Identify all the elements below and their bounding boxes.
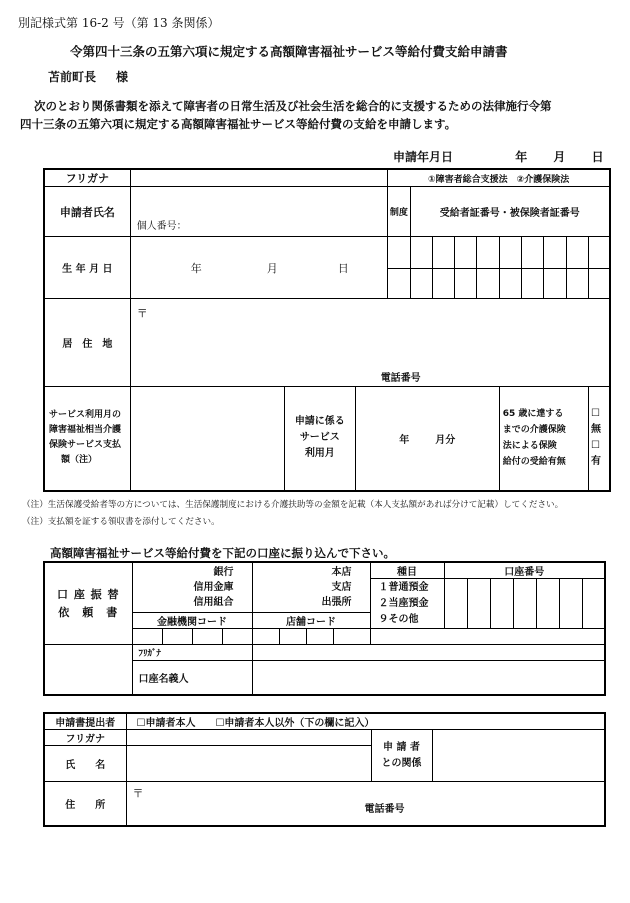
furigana-label: フリガナ xyxy=(44,169,130,187)
submitter-postal-mark: 〒 xyxy=(132,787,144,800)
holder-field[interactable] xyxy=(252,661,605,695)
submitter-options xyxy=(126,713,605,730)
cert-digit-cell[interactable] xyxy=(388,237,410,269)
note-2: （注）支払額を証する領収書を添付してください。 xyxy=(22,517,220,527)
bank-code-label: 金融機関コード xyxy=(132,613,252,629)
service-month-label-line: サービス xyxy=(299,432,340,444)
service-month-field[interactable] xyxy=(355,387,499,491)
bank-code-cell[interactable] xyxy=(162,629,192,645)
branch-code-cell[interactable] xyxy=(333,629,370,645)
addressee xyxy=(48,68,128,85)
service-amount-label-line: 障害福祉相当介護 xyxy=(49,425,122,436)
account-type-option: ９その他 xyxy=(378,613,419,625)
holder-furigana-label: ﾌﾘｶﾞﾅ xyxy=(132,645,252,661)
account-type-label: 種目 xyxy=(370,562,444,579)
cert-digit-cell[interactable] xyxy=(499,269,521,299)
service-amount-label-line: サービス利用月の xyxy=(49,410,122,421)
cert-digit-cell[interactable] xyxy=(410,269,432,299)
bank-code-cell[interactable] xyxy=(132,629,162,645)
service-amount-label-line: 保険サービス支払 xyxy=(49,440,122,451)
applicant-name-label: 申請者氏名 xyxy=(44,187,130,237)
cert-digit-cell[interactable] xyxy=(522,269,544,299)
branch-type: 出張所 xyxy=(321,597,352,608)
system-label: 制度 xyxy=(388,187,410,237)
branch-code-cell[interactable] xyxy=(306,629,333,645)
submitter-furigana-field[interactable] xyxy=(126,730,371,746)
birth-date-field[interactable] xyxy=(130,237,388,299)
submitter-address-field[interactable] xyxy=(126,782,605,826)
branch-code-cell[interactable] xyxy=(252,629,279,645)
submitter-name-label: 氏 名 xyxy=(44,746,126,782)
account-type-option: ２当座預金 xyxy=(378,597,429,609)
bank-section-spacer xyxy=(44,645,132,661)
cert-digit-cell[interactable] xyxy=(410,237,432,269)
bank-type: 信用組合 xyxy=(193,597,234,608)
bank-heading: 高額障害福祉サービス等給付費を下記の口座に振り込んで下さい。 xyxy=(50,546,395,560)
submitter-table xyxy=(43,712,606,827)
cert-digit-cell[interactable] xyxy=(588,237,610,269)
branch-code-label: 店舗コード xyxy=(252,613,370,629)
account-digit-cell[interactable] xyxy=(490,579,513,629)
branch-code-cell[interactable] xyxy=(279,629,306,645)
relation-field[interactable] xyxy=(432,730,605,782)
branch-name-field[interactable] xyxy=(252,562,370,613)
application-date xyxy=(393,148,604,165)
cert-digit-cell[interactable] xyxy=(544,237,566,269)
bank-table xyxy=(43,561,606,696)
holder-label: 口座名義人 xyxy=(132,661,252,695)
cert-digit-cell[interactable] xyxy=(499,237,521,269)
cert-digit-cell[interactable] xyxy=(522,237,544,269)
cert-digit-cell[interactable] xyxy=(432,237,454,269)
age65-option-none[interactable]: ☐無 xyxy=(590,408,601,436)
cert-digit-cell[interactable] xyxy=(455,269,477,299)
account-type-options[interactable] xyxy=(370,579,444,629)
bank-type: 信用金庫 xyxy=(193,582,234,593)
branch-type: 支店 xyxy=(331,582,352,593)
birth-year: 年 xyxy=(190,261,202,275)
relation-label-line: 申 請 者 xyxy=(383,741,420,753)
submitter-phone-label: 電話番号 xyxy=(364,804,405,815)
service-month-label-line: 申請に係る xyxy=(294,416,345,428)
submitter-name-field[interactable] xyxy=(126,746,371,782)
account-digit-cell[interactable] xyxy=(513,579,536,629)
age65-label-line: 法による保険 xyxy=(502,441,557,452)
account-digit-cell[interactable] xyxy=(559,579,582,629)
intro-line-1: 次のとおり関係書類を添えて障害者の日常生活及び社会生活を総合的に支援するための法律施行令第 xyxy=(34,99,552,113)
service-month-label-line: 利用月 xyxy=(304,448,335,460)
birth-date-label: 生 年 月 日 xyxy=(44,237,130,299)
age65-options xyxy=(588,387,610,491)
addressee-name: 苫前町長 xyxy=(48,70,97,84)
submitter-furigana-label: フリガナ xyxy=(44,730,126,746)
account-digit-cell[interactable] xyxy=(582,579,605,629)
date-year: 年 xyxy=(515,150,528,164)
cert-digit-cell[interactable] xyxy=(388,269,410,299)
applicant-table xyxy=(43,168,611,492)
age65-label xyxy=(499,387,588,491)
bank-section-label-line: 依 頼 書 xyxy=(58,605,119,619)
submitter-option-self[interactable]: ☐申請者本人 xyxy=(136,718,196,729)
bank-code-cell[interactable] xyxy=(192,629,222,645)
birth-month: 月 xyxy=(266,261,278,275)
service-month-label xyxy=(284,387,355,491)
cert-digit-cell[interactable] xyxy=(544,269,566,299)
account-digit-cell[interactable] xyxy=(467,579,490,629)
application-date-label: 申請年月日 xyxy=(393,150,454,164)
personal-number-label: 個人番号： xyxy=(136,221,187,232)
service-amount-field[interactable] xyxy=(130,387,284,491)
bank-type: 銀行 xyxy=(213,567,234,578)
cert-digit-cell[interactable] xyxy=(432,269,454,299)
cert-digit-cell[interactable] xyxy=(477,269,499,299)
submitter-address-label: 住 所 xyxy=(44,782,126,826)
relation-label-line: との関係 xyxy=(381,757,422,769)
service-amount-label xyxy=(44,387,130,491)
cert-digit-cell[interactable] xyxy=(588,269,610,299)
intro-line-2: 四十三条の五第六項に規定する高額障害福祉サービス等給付費の支給を申請します。 xyxy=(20,117,457,131)
furigana-field[interactable] xyxy=(130,169,388,187)
address-field[interactable] xyxy=(130,299,610,387)
postal-mark: 〒 xyxy=(136,307,148,320)
cert-digit-cell[interactable] xyxy=(566,269,588,299)
service-amount-label-line: 額（注） xyxy=(61,455,98,466)
age65-label-line: 給付の受給有無 xyxy=(502,457,566,468)
date-month: 月 xyxy=(553,150,566,164)
bank-section-label-line: 口 座 振 替 xyxy=(57,587,120,601)
applicant-name-field[interactable] xyxy=(130,187,388,237)
branch-type: 本店 xyxy=(331,567,352,578)
bank-section-spacer xyxy=(44,661,132,695)
service-month-month: 月分 xyxy=(435,434,456,446)
date-day: 日 xyxy=(591,150,604,164)
note-1: （注）生活保護受給者等の方については、生活保護制度における介護扶助等の金額を記載（本人支払額があれば分けて記載）してください。 xyxy=(22,500,564,510)
cert-digit-cell[interactable] xyxy=(566,237,588,269)
submitter-option-other[interactable]: ☐申請者本人以外（下の欄に記入） xyxy=(215,718,375,729)
bank-blank-cell xyxy=(370,629,605,645)
account-number-label: 口座番号 xyxy=(444,562,605,579)
law-options: ①障害者総合支援法 ②介護保険法 xyxy=(388,169,610,187)
bank-code-cell[interactable] xyxy=(222,629,252,645)
form-number: 別記様式第 16-2 号（第 13 条関係） xyxy=(18,16,220,30)
age65-label-line: までの介護保険 xyxy=(502,425,566,436)
age65-option-yes[interactable]: ☐有 xyxy=(590,440,601,468)
cert-number-label: 受給者証番号・被保険者証番号 xyxy=(410,187,610,237)
address-label: 居 住 地 xyxy=(44,299,130,387)
cert-digit-cell[interactable] xyxy=(455,237,477,269)
age65-label-line: 65 歳に達する xyxy=(502,409,564,420)
account-digit-cell[interactable] xyxy=(536,579,559,629)
phone-label: 電話番号 xyxy=(380,373,421,384)
addressee-honorific: 様 xyxy=(116,70,129,84)
holder-furigana-field[interactable] xyxy=(252,645,605,661)
form-title: 令第四十三条の五第六項に規定する高額障害福祉サービス等給付費支給申請書 xyxy=(70,44,508,59)
birth-day: 日 xyxy=(337,261,349,275)
account-type-option: １普通預金 xyxy=(378,581,429,593)
submitter-label: 申請書提出者 xyxy=(44,713,126,730)
account-digit-cell[interactable] xyxy=(444,579,467,629)
bank-section-label xyxy=(44,562,132,645)
relation-label xyxy=(371,730,432,782)
cert-digit-cell[interactable] xyxy=(477,237,499,269)
service-month-year: 年 xyxy=(399,434,410,446)
bank-name-field[interactable] xyxy=(132,562,252,613)
